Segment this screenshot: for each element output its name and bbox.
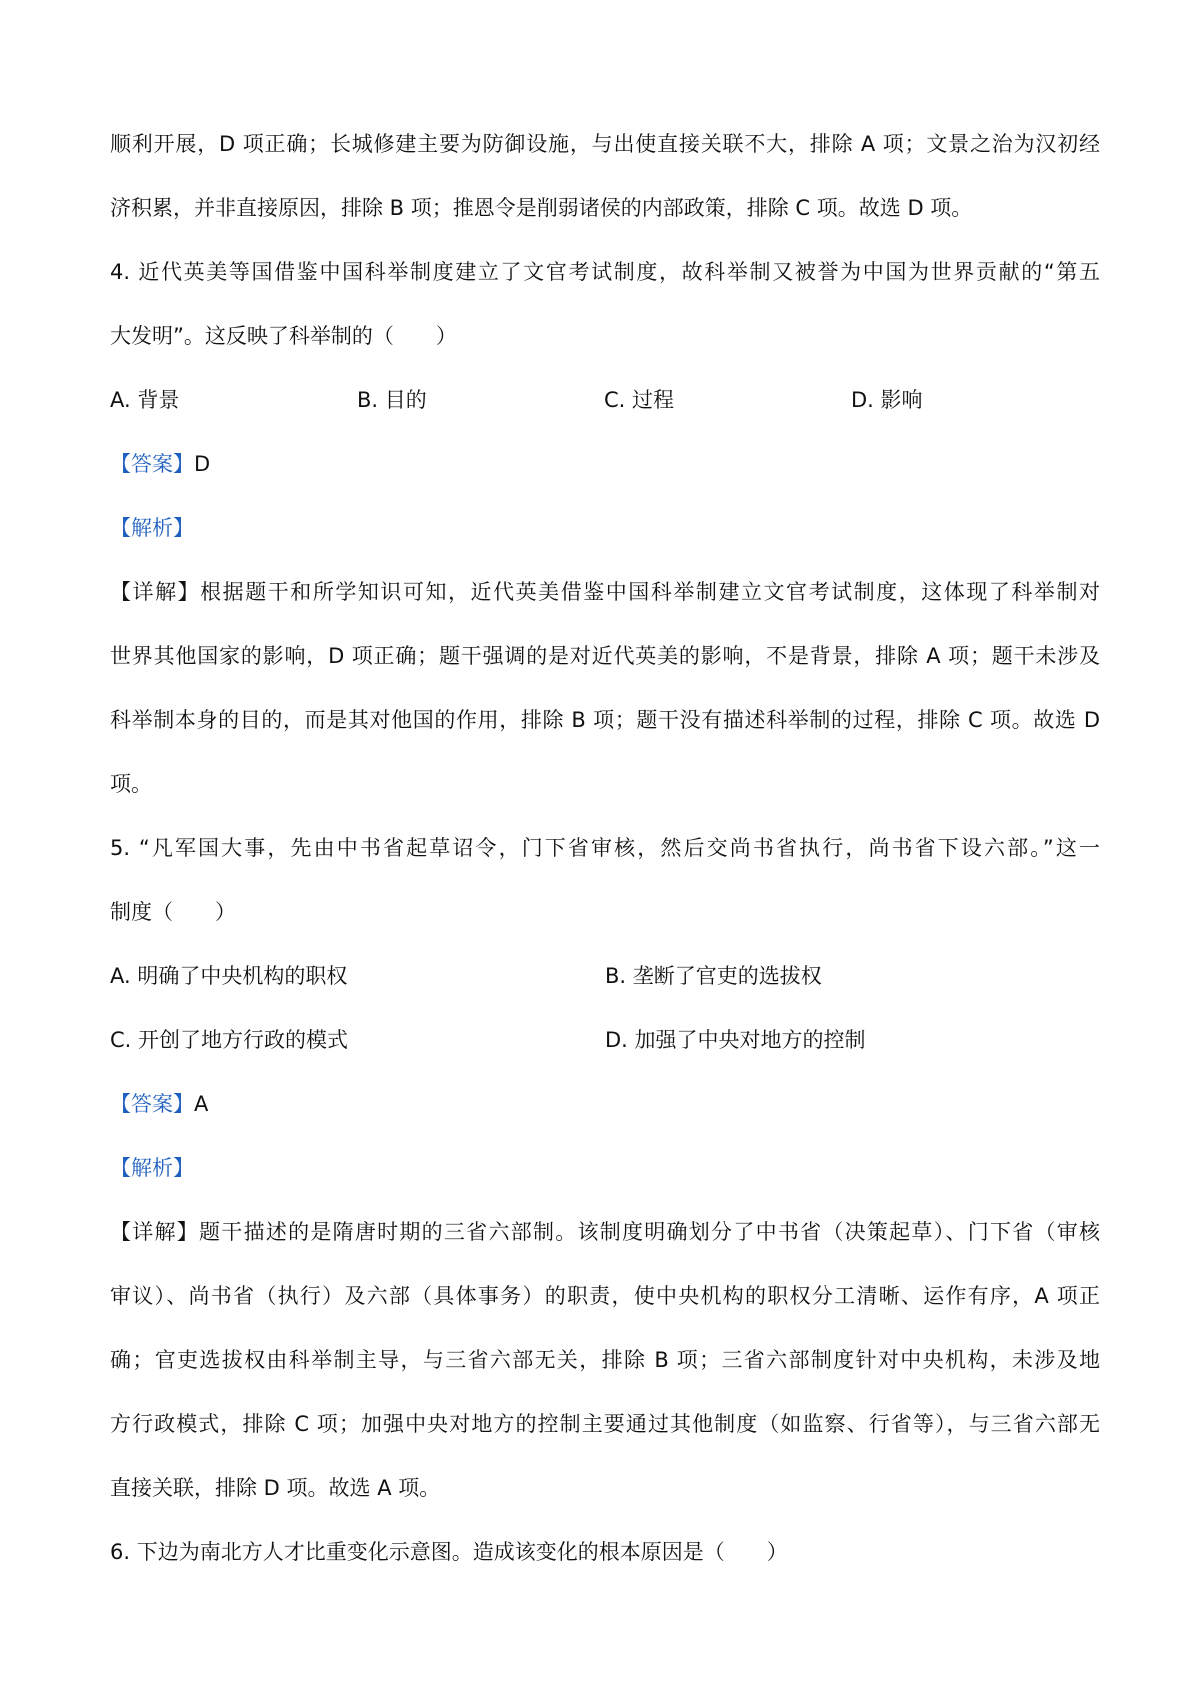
question-5-analysis-heading <box>110 1136 1100 1200</box>
answer-tag: 【答案】 <box>110 1092 194 1116</box>
continuation-line-1: 顺利开展，D 项正确；长城修建主要为防御设施，与出使直接关联不大，排除 A 项；文景之治为汉初经 <box>110 132 1100 156</box>
answer-value: D <box>194 452 211 476</box>
question-4-detail-line-2: 世界其他国家的影响，D 项正确；题干强调的是对近代英美的影响，不是背景，排除 A 项；题干未涉及 <box>110 644 1100 668</box>
question-4-answer <box>110 432 1100 496</box>
question-5-stem-line-2: 制度（ ） <box>110 900 236 924</box>
question-4-stem-line-2: 大发明”。这反映了科举制的（ ） <box>110 324 457 348</box>
question-4-option-c: C. 过程 <box>604 388 675 412</box>
question-4-detail-line-1: 【详解】根据题干和所学知识可知，近代英美借鉴中国科举制建立文官考试制度，这体现了科举制对 <box>110 580 1100 604</box>
question-5-options-row-1 <box>110 944 1100 1008</box>
question-5-detail-line-1: 【详解】题干描述的是隋唐时期的三省六部制。该制度明确划分了中书省（决策起草）、门下省（审核 <box>110 1220 1100 1244</box>
question-4-option-d: D. 影响 <box>851 388 923 412</box>
answer-value: A <box>194 1092 209 1116</box>
question-5-stem-line-1: 5. “凡军国大事，先由中书省起草诏令，门下省审核，然后交尚书省执行，尚书省下设六部。”这一 <box>110 836 1100 860</box>
analysis-tag: 【解析】 <box>110 516 194 540</box>
question-5-option-a: A. 明确了中央机构的职权 <box>110 964 348 988</box>
answer-tag: 【答案】 <box>110 452 194 476</box>
question-5-detail-line-4: 方行政模式，排除 C 项；加强中央对地方的控制主要通过其他制度（如监察、行省等），与三省六部无 <box>110 1412 1100 1436</box>
question-4-stem-line-1: 4. 近代英美等国借鉴中国科举制度建立了文官考试制度，故科举制又被誉为中国为世界贡献的“第五 <box>110 260 1100 284</box>
question-5-answer <box>110 1072 1100 1136</box>
question-4-detail-line-4: 项。 <box>110 772 152 796</box>
question-5-option-b: B. 垄断了官吏的选拔权 <box>605 964 822 988</box>
question-6-stem-line-1: 6. 下边为南北方人才比重变化示意图。造成该变化的根本原因是（ ） <box>110 1540 788 1564</box>
document-page <box>110 112 1100 1584</box>
analysis-tag: 【解析】 <box>110 1156 194 1180</box>
question-5-detail-line-2: 审议）、尚书省（执行）及六部（具体事务）的职责，使中央机构的职权分工清晰、运作有序，A 项正 <box>110 1284 1100 1308</box>
question-4-option-b: B. 目的 <box>357 388 427 412</box>
question-4-options <box>110 368 1100 432</box>
question-5-options-row-2 <box>110 1008 1100 1072</box>
question-5-option-d: D. 加强了中央对地方的控制 <box>605 1028 866 1052</box>
question-5-detail-line-5: 直接关联，排除 D 项。故选 A 项。 <box>110 1476 441 1500</box>
question-4-analysis-heading <box>110 496 1100 560</box>
question-5-option-c: C. 开创了地方行政的模式 <box>110 1028 349 1052</box>
continuation-line-2: 济积累，并非直接原因，排除 B 项；推恩令是削弱诸侯的内部政策，排除 C 项。故选 D 项。 <box>110 196 973 220</box>
question-5-detail-line-3: 确；官吏选拔权由科举制主导，与三省六部无关，排除 B 项；三省六部制度针对中央机构，未涉及地 <box>110 1348 1100 1372</box>
question-4-detail-line-3: 科举制本身的目的，而是其对他国的作用，排除 B 项；题干没有描述科举制的过程，排除 C 项。故选 D <box>110 708 1100 732</box>
question-4-option-a: A. 背景 <box>110 388 180 412</box>
